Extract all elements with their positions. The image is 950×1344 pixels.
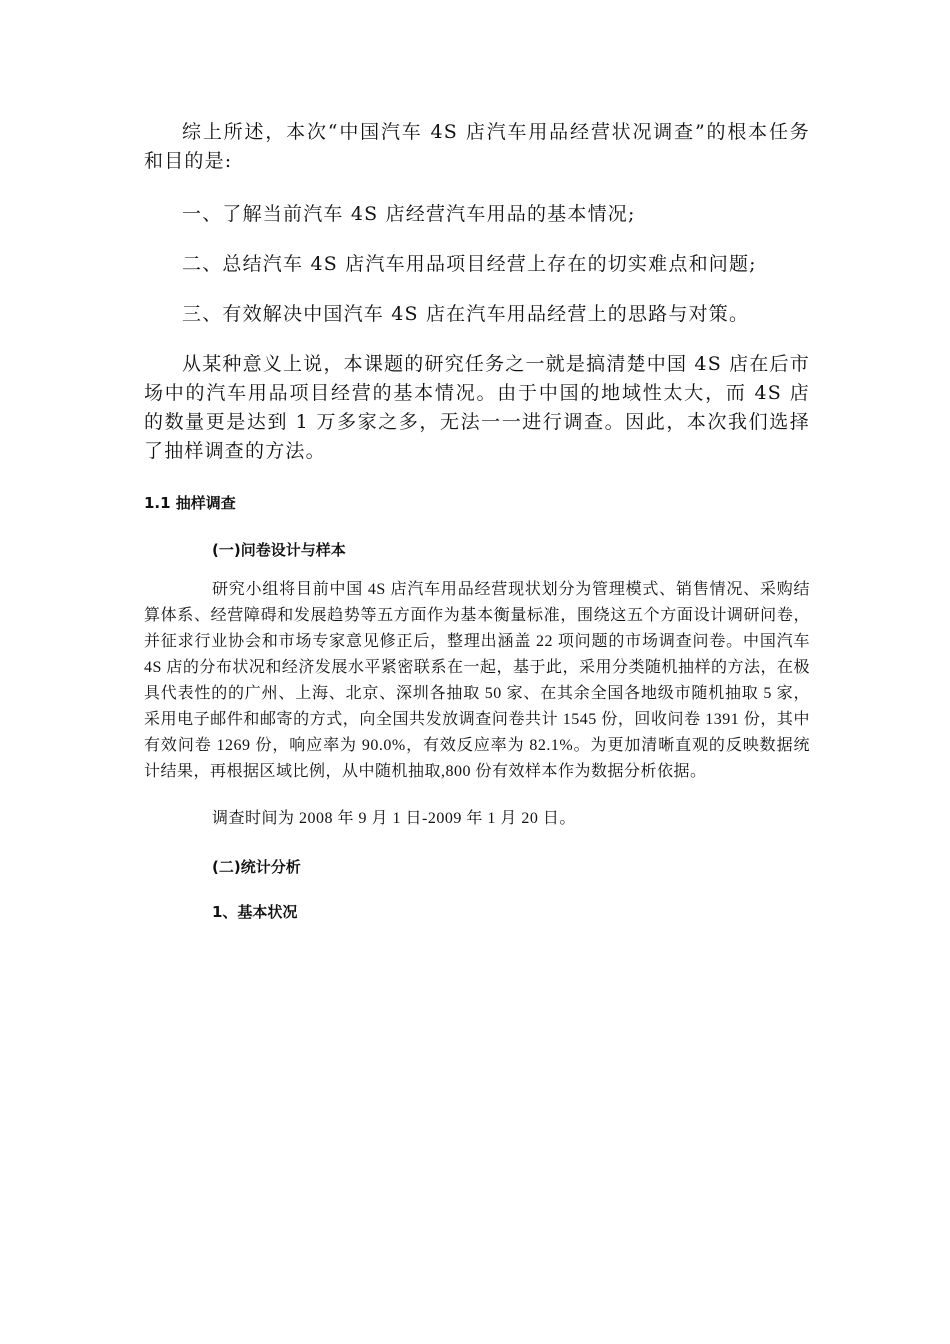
goal-item-3: 三、有效解决中国汽车 4S 店在汽车用品经营上的思路与对策。 bbox=[182, 303, 750, 325]
sampling-rationale-paragraph: 从某种意义上说，本课题的研究任务之一就是搞清楚中国 4S 店在后市场中的汽车用品项目经营的基本情况。由于中国的地域性太大，而 4S 店的数量更是达到 1 万多家之多，无法一一进行调查。因此，本次我们选择了抽样调查的方法。 bbox=[144, 353, 810, 462]
document-body bbox=[144, 118, 810, 923]
intro-paragraph: 综上所述，本次“中国汽车 4S 店汽车用品经营状况调查”的根本任务和目的是: bbox=[144, 121, 810, 172]
subsection-heading-statistics: (二)统计分析 bbox=[212, 858, 301, 876]
goal-item-1: 一、了解当前汽车 4S 店经营汽车用品的基本情况; bbox=[182, 203, 636, 225]
subsection-heading-questionnaire: (一)问卷设计与样本 bbox=[212, 541, 346, 559]
survey-time-paragraph: 调查时间为 2008 年 9 月 1 日-2009 年 1 月 20 日。 bbox=[212, 810, 576, 827]
goal-item-2: 二、总结汽车 4S 店汽车用品项目经营上存在的切实难点和问题; bbox=[182, 253, 757, 275]
section-heading: 1.1 抽样调查 bbox=[144, 494, 236, 512]
subsection-heading-basic-status: 1、基本状况 bbox=[212, 903, 298, 921]
research-paragraph: 研究小组将目前中国 4S 店汽车用品经营现状划分为管理模式、销售情况、采购结算体系、经营障碍和发展趋势等五方面作为基本衡量标准，围绕这五个方面设计调研问卷，并征求行业协会和市场专家意见修正后，整理出涵盖 22 项问题的市场调查问卷。中国汽车 4S 店的分布状况和经济发展水平紧密联系在一起，基于此，采用分类随机抽样的方法，在极具代表性的的广州、上海、北京、深圳各抽取 50 家、在其余全国各地级市随机抽取 5 家，采用电子邮件和邮寄的方式，向全国共发放调查问卷共计 1545 份，回收问卷 1391 份，其中有效问卷 1269 份，响应率为 90.0%，有效反应率为 82.1%。为更加清晰直观的反映数据统计结果，再根据区域比例，从中随机抽取,800 份有效样本作为数据分析依据。 bbox=[144, 581, 810, 780]
